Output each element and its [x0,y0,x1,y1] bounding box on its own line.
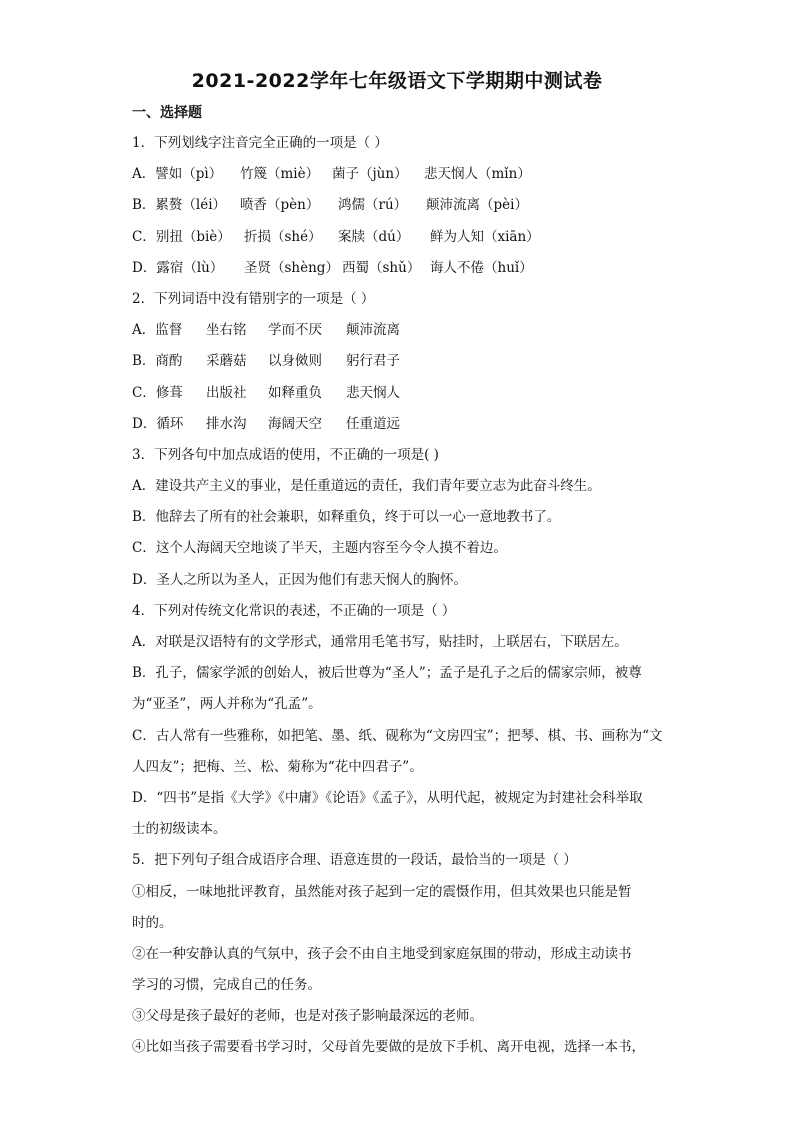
q4-option-b-cont: 为“亚圣”，两人并称为“孔孟”。 [132,696,322,713]
q1-stem: 1．下列划线字注音完全正确的一项是（ ） [132,135,388,151]
q1-option-c: C．别扭（biè） 折损（shé） 案牍（dú） 鲜为人知（xiān） [132,228,540,245]
q4-option-c: C．古人常有一些雅称，如把笔、墨、纸、砚称为“文房四宝”；把琴、棋、书、画称为“文 [132,727,663,744]
q4-option-c-cont: 人四友”；把梅、兰、松、菊称为“花中四君子”。 [132,758,423,775]
q3-option-b: B．他辞去了所有的社会兼职，如释重负，终于可以一心一意地教书了。 [132,509,561,526]
q4-option-d-cont: 士的初级读本。 [132,821,227,838]
q3-stem: 3．下列各句中加点成语的使用，不正确的一项是( ) [132,446,439,463]
q5-sentence-1-cont: 时的。 [132,914,173,931]
q4-option-d: D．“四书”是指《大学》《中庸》《论语》《孟子》，从明代起，被规定为封建社会科举取 [132,789,643,806]
q3-option-a: A．建设共产主义的事业，是任重道远的责任，我们青年要立志为此奋斗终生。 [132,478,601,495]
q5-stem: 5．把下列句子组合成语序合理、语意连贯的一段话，最恰当的一项是（ ） [132,852,577,869]
q2-option-c: C．修葺 出版社 如释重负 悲天悯人 [132,384,400,401]
section-heading: 一、选择题 [132,105,202,121]
q1-option-d: D．露宿（lù） 圣贤（shèng） 西蜀（shǔ） 诲人不倦（huǐ） [132,259,533,276]
q4-stem: 4．下列对传统文化常识的表述，不正确的一项是（ ） [132,602,456,619]
q3-option-c: C．这个人海阔天空地谈了半天，主题内容至今令人摸不着边。 [132,540,507,557]
q2-option-b: B．商酌 采蘑菇 以身傚则 躬行君子 [132,353,400,370]
q4-option-a: A．对联是汉语特有的文学形式，通常用毛笔书写，贴挂时，上联居右，下联居左。 [132,634,628,650]
q5-sentence-1: ①相反，一味地批评教育，虽然能对孩子起到一定的震慑作用，但其效果也只能是暂 [132,883,632,900]
page-title: 2021-2022学年七年级语文下学期期中测试卷 [191,70,603,92]
q5-sentence-4: ④比如当孩子需要看书学习时，父母首先要做的是放下手机、离开电视，选择一本书， [132,1039,645,1056]
q4-option-b: B．孔子，儒家学派的创始人，被后世尊为“圣人”；孟子是孔子之后的儒家宗师，被尊 [132,665,642,682]
q1-option-a: A．譬如（pì） 竹篾（miè） 菌子（jùn） 悲天悯人（mǐn） [132,166,531,183]
q2-option-a: A．监督 坐右铭 学而不厌 颠沛流离 [132,322,400,339]
q5-sentence-2-cont: 学习的习惯，完成自己的任务。 [132,977,321,994]
q2-stem: 2．下列词语中没有错别字的一项是（ ） [132,290,375,307]
q2-option-d: D．循环 排水沟 海阔天空 任重道远 [132,415,400,432]
q5-sentence-3: ③父母是孩子最好的老师，也是对孩子影响最深远的老师。 [132,1008,483,1025]
q3-option-d: D．圣人之所以为圣人，正因为他们有悲天悯人的胸怀。 [132,571,467,588]
question-list [132,128,672,1064]
q1-option-b: B．累赘（léi） 喷香（pèn） 鸿儒（rú） 颠沛流离（pèi） [132,197,528,214]
q5-sentence-2: ②在一种安静认真的气氛中，孩子会不由自主地受到家庭氛围的带动，形成主动读书 [132,945,632,962]
